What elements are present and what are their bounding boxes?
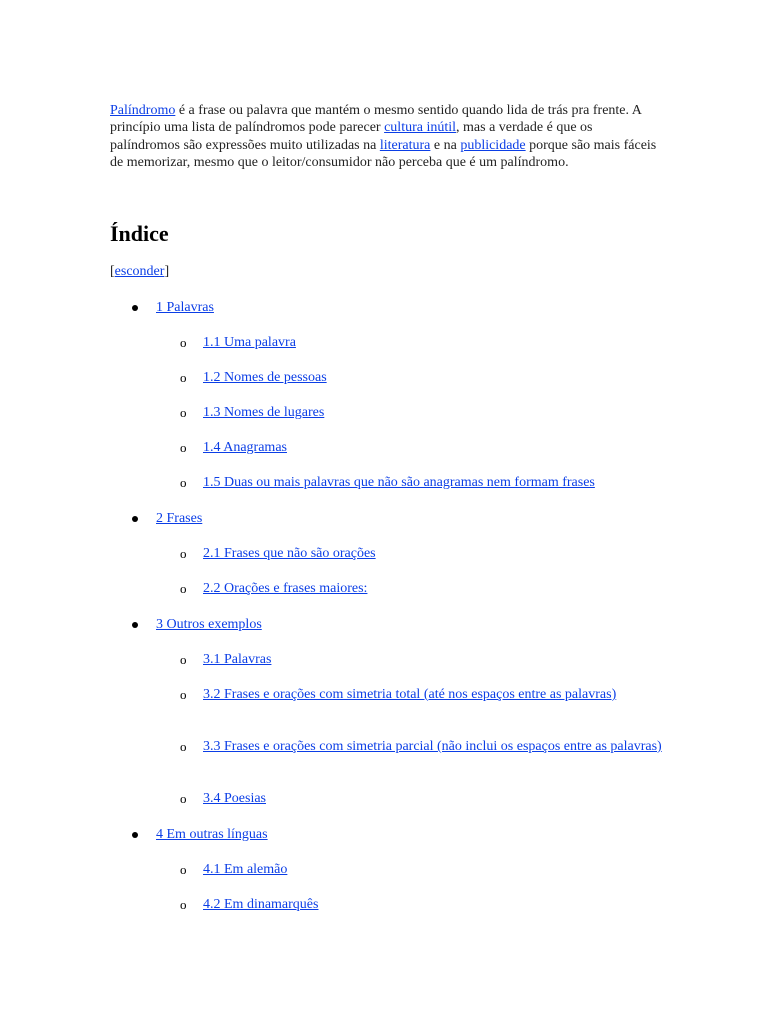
- cultura-inutil-link[interactable]: cultura inútil: [384, 120, 457, 136]
- toc-item: [180, 651, 673, 669]
- circle-bullet-icon: o: [180, 739, 187, 754]
- toc-link[interactable]: 2.1 Frases que não são orações: [203, 546, 376, 561]
- toc-item: [180, 369, 673, 387]
- toc-item: [180, 580, 673, 598]
- toc-item: [180, 474, 673, 492]
- toc-toggle: [110, 263, 169, 281]
- toc-link[interactable]: 3.3 Frases e orações com simetria parcial (não inclui os espaços entre as palavras): [203, 739, 662, 754]
- toc-item: [180, 896, 673, 914]
- toc-link[interactable]: 1.2 Nomes de pessoas: [203, 370, 327, 385]
- circle-bullet-icon: o: [180, 862, 187, 877]
- circle-bullet-icon: o: [180, 897, 187, 912]
- bullet-icon: [132, 516, 138, 522]
- toc-link[interactable]: 3.2 Frases e orações com simetria total (até nos espaços entre as palavras): [203, 687, 617, 702]
- toc-link[interactable]: 1.5 Duas ou mais palavras que não são anagramas nem formam frases: [203, 475, 595, 490]
- toc-link[interactable]: 3 Outros exemplos: [156, 617, 262, 632]
- palindromo-link[interactable]: Palíndromo: [110, 103, 176, 118]
- toggle-open-bracket: [: [110, 264, 115, 279]
- bullet-icon: [132, 832, 138, 838]
- toc-link[interactable]: 1.1 Uma palavra: [203, 335, 296, 350]
- circle-bullet-icon: o: [180, 687, 187, 702]
- toc-link[interactable]: 3.1 Palavras: [203, 652, 272, 667]
- circle-bullet-icon: o: [180, 475, 187, 490]
- circle-bullet-icon: o: [180, 405, 187, 420]
- toc-item: [180, 686, 673, 704]
- circle-bullet-icon: o: [180, 652, 187, 667]
- toc-link[interactable]: 1.3 Nomes de lugares: [203, 405, 325, 420]
- toc-link[interactable]: 4 Em outras línguas: [156, 827, 268, 842]
- literatura-link[interactable]: literatura: [379, 137, 431, 153]
- circle-bullet-icon: o: [180, 581, 187, 596]
- circle-bullet-icon: o: [180, 440, 187, 455]
- toc-item: [180, 439, 673, 457]
- toc-item: [180, 404, 673, 422]
- publicidade-link[interactable]: publicidade: [460, 137, 526, 153]
- circle-bullet-icon: o: [180, 546, 187, 561]
- toc-item: [180, 861, 673, 879]
- toc-item: [180, 334, 673, 352]
- toc-item: [156, 510, 656, 528]
- circle-bullet-icon: o: [180, 370, 187, 385]
- toc-item: [180, 790, 673, 808]
- intro-paragraph: [110, 102, 662, 172]
- intro-text-3: e na: [430, 137, 461, 153]
- toggle-close-bracket: ]: [164, 264, 170, 279]
- toc-heading: Índice: [110, 221, 169, 246]
- toc-link[interactable]: 3.4 Poesias: [203, 791, 266, 806]
- circle-bullet-icon: o: [180, 335, 187, 350]
- toc-link[interactable]: 2.2 Orações e frases maiores:: [203, 581, 368, 596]
- toc-item: [180, 545, 673, 563]
- esconder-link[interactable]: esconder: [114, 264, 165, 279]
- circle-bullet-icon: o: [180, 791, 187, 806]
- intro-text-2: , mas a verdade é que os palíndromos são expressões muito utilizadas na: [110, 120, 593, 153]
- intro-text-1: é a frase ou palavra que mantém o mesmo sentido quando lida de trás pra frente. A princípio uma lista de palíndromos pode parecer: [110, 103, 642, 136]
- toc-item: [156, 826, 656, 844]
- toc-link[interactable]: 1 Palavras: [156, 300, 214, 315]
- toc-item: [180, 738, 673, 756]
- toc-link[interactable]: 2 Frases: [156, 511, 203, 526]
- toc-link[interactable]: 4.1 Em alemão: [203, 862, 288, 877]
- intro-text-4: porque são mais fáceis de memorizar, mesmo que o leitor/consumidor não perceba que é um palíndromo.: [110, 137, 657, 171]
- toc-link[interactable]: 1.4 Anagramas: [203, 440, 287, 455]
- toc-item: [156, 299, 656, 317]
- bullet-icon: [132, 305, 138, 311]
- toc-item: [156, 616, 656, 634]
- bullet-icon: [132, 622, 138, 628]
- toc-link[interactable]: 4.2 Em dinamarquês: [203, 897, 319, 912]
